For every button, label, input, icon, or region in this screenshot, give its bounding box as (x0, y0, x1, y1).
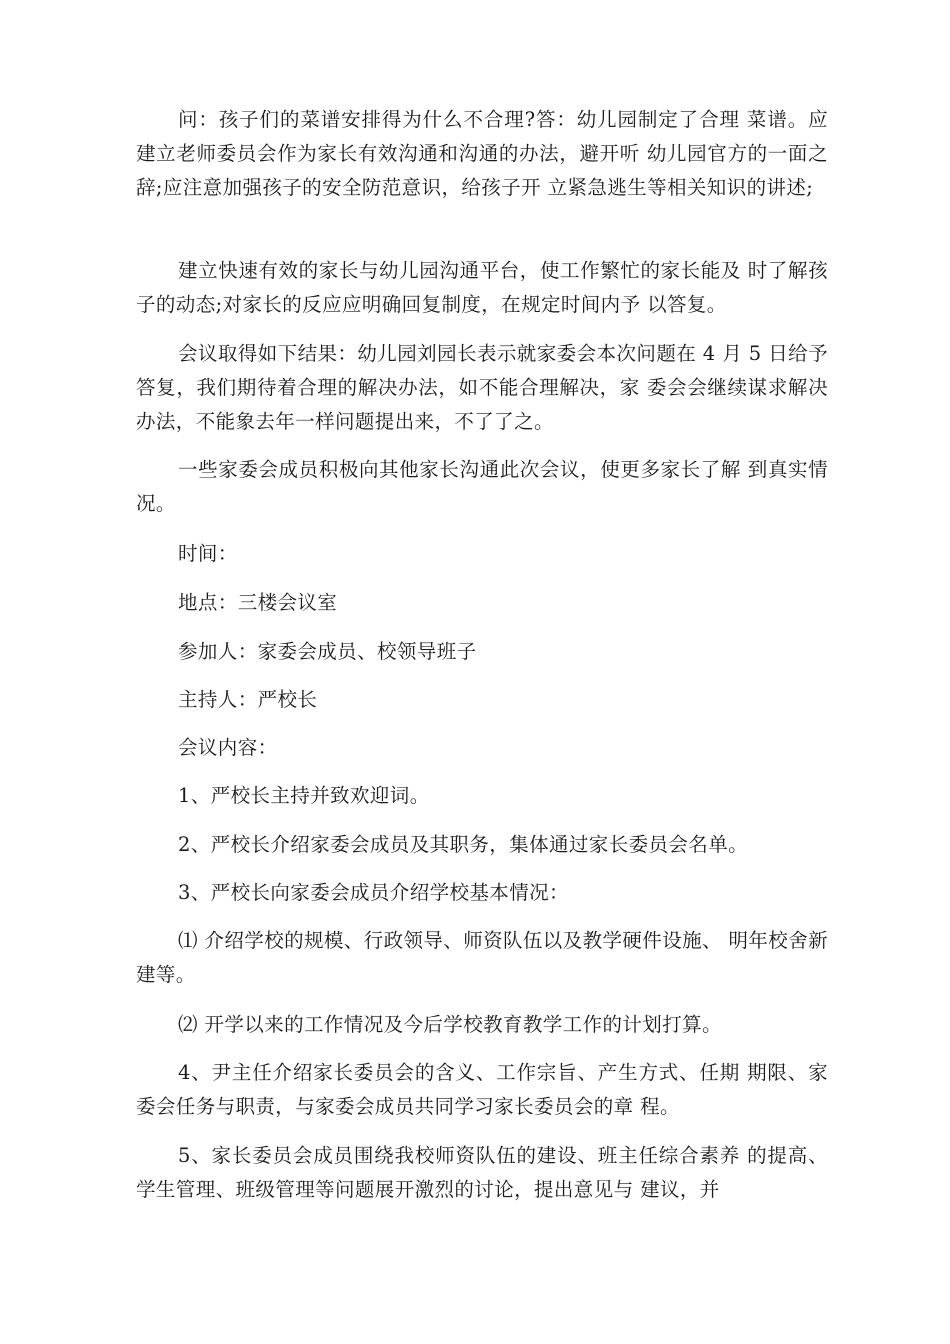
paragraph-meeting-content: 会议内容： (178, 736, 278, 759)
paragraph-menu-question: 问：孩子们的菜谱安排得为什么不合理?答：幼儿园制定了合理 菜谱。应建立老师委员会作为家长有效沟通和沟通的办法，避开听 幼儿园官方的一面之辞;应注意加强孩子的安全防范意识，给孩子开 立紧急逃生等相关知识的讲述; (136, 108, 828, 199)
paragraph-participants: 参加人：家委会成员、校领导班子 (178, 640, 477, 663)
paragraph-communication-platform: 建立快速有效的家长与幼儿园沟通平台，使工作繁忙的家长能及 时了解孩子的动态;对家长的反应应明确回复制度，在规定时间内予 以答复。 (136, 259, 828, 316)
paragraph-time: 时间： (178, 542, 238, 565)
list-item-4: 4、尹主任介绍家长委员会的含义、工作宗旨、产生方式、任期 期限、家委会任务与职责，与家委会成员共同学习家长委员会的章 程。 (136, 1061, 828, 1118)
paragraph-meeting-result: 会议取得如下结果：幼儿园刘园长表示就家委会本次问题在 4 月 5 日给予答复，我们期待着合理的解决办法，如不能合理解决，家 委会会继续谋求解决办法，不能象去年一样问题提出来，不了了之。 (136, 342, 828, 433)
sub-item-1: ⑴ 介绍学校的规模、行政领导、师资队伍以及教学硬件设施、 明年校舍新建等。 (136, 929, 828, 986)
paragraph-members-communicate: 一些家委会成员积极向其他家长沟通此次会议，使更多家长了解 到真实情况。 (136, 458, 828, 515)
sub-item-2: ⑵ 开学以来的工作情况及今后学校教育教学工作的计划打算。 (178, 1013, 722, 1036)
list-item-3: 3、严校长向家委会成员介绍学校基本情况： (178, 881, 569, 904)
list-item-5: 5、家长委员会成员围绕我校师资队伍的建设、班主任综合素养 的提高、学生管理、班级管理等问题展开激烈的讨论，提出意见与 建议，并 (136, 1144, 828, 1201)
paragraph-host: 主持人：严校长 (178, 688, 318, 711)
list-item-1: 1、严校长主持并致欢迎词。 (178, 784, 430, 807)
paragraph-location: 地点：三楼会议室 (178, 591, 338, 614)
list-item-2: 2、严校长介绍家委会成员及其职务，集体通过家长委员会名单。 (178, 833, 749, 856)
